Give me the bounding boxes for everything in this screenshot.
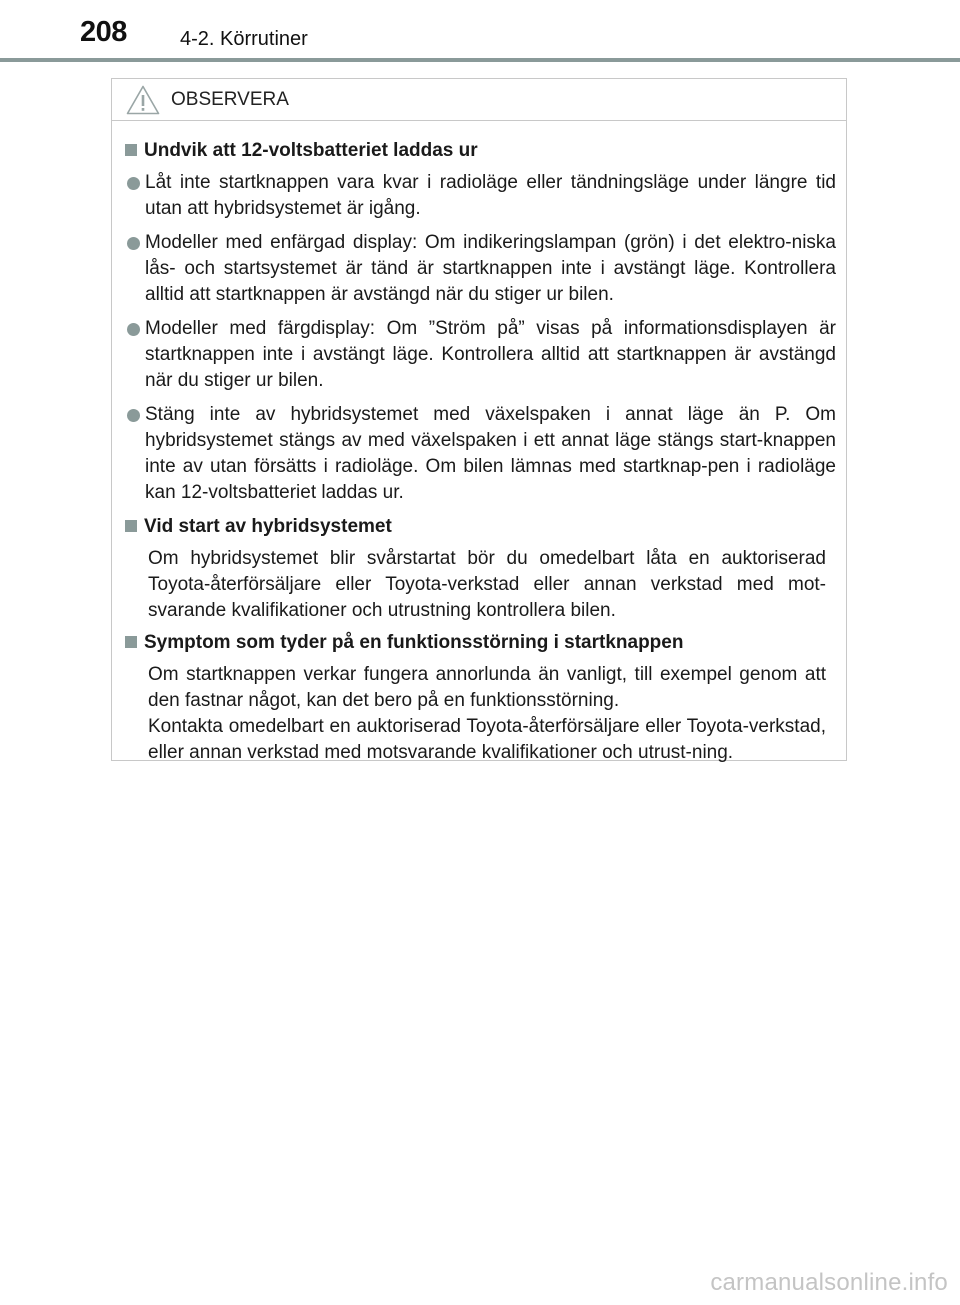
list-item-text: Modeller med enfärgad display: Om indikeringslampan (grön) i det elektro-niska lås- och startsystemet är tänd är startknappen inte i avstängt läge. Kontrollera alltid att startknappen är avstängd när du stiger ur bilen. [145, 232, 836, 305]
round-bullet-icon [127, 323, 140, 336]
list-item [125, 402, 838, 506]
round-bullet-icon [127, 409, 140, 422]
section-heading-text: Vid start av hybridsystemet [144, 516, 392, 537]
watermark: carmanualsonline.info [710, 1269, 948, 1296]
list-item [125, 170, 838, 222]
square-bullet-icon [125, 636, 137, 648]
square-bullet-icon [125, 520, 137, 532]
section-starting [125, 514, 838, 624]
paragraph: Om hybridsystemet blir svårstartat bör du omedelbart låta en auktoriserad Toyota-återförsäljare eller Toyota-verkstad eller annan verkstad med mot-svarande kvalifikationer och utrustning kontrollera bilen. [148, 548, 826, 621]
list-item [125, 316, 838, 394]
section-heading [125, 514, 838, 540]
notice-header [112, 79, 846, 121]
section-heading [125, 138, 838, 164]
list-item [125, 230, 838, 308]
round-bullet-icon [127, 237, 140, 250]
list-item-text: Modeller med färgdisplay: Om ”Ström på” visas på informationsdisplayen är startknappen inte i avstängt läge. Kontrollera alltid att startknappen är avstängd när du stiger ur bilen. [145, 318, 836, 391]
section-heading-text: Undvik att 12-voltsbatteriet laddas ur [144, 140, 478, 161]
notice-body [112, 121, 846, 766]
section-heading-text: Symptom som tyder på en funktionsstörning i startknappen [144, 632, 684, 653]
paragraph: Om startknappen verkar fungera annorlunda än vanligt, till exempel genom att den fastnar något, kan det bero på en funktionsstörning. [148, 664, 826, 711]
page-header [0, 0, 960, 62]
list-item-text: Låt inte startknappen vara kvar i radioläge eller tändningsläge under längre tid utan att hybridsystemet är igång. [145, 172, 836, 219]
section-heading [125, 630, 838, 656]
list-item-text: Stäng inte av hybridsystemet med växelspaken i annat läge än P. Om hybridsystemet stängs av med växelspaken i ett annat läge stängs start-knappen inte av utan försätts i radioläge. Om bilen lämnas med startknap-pen i radioläge kan 12-voltsbatteriet laddas ur. [145, 404, 836, 503]
section-battery [125, 138, 838, 506]
chapter-title: 4-2. Körrutiner [180, 28, 308, 50]
page-number: 208 [80, 16, 127, 48]
notice-box [111, 78, 847, 761]
notice-label: OBSERVERA [171, 89, 289, 110]
square-bullet-icon [125, 144, 137, 156]
section-malfunction [125, 630, 838, 766]
paragraph: Kontakta omedelbart en auktoriserad Toyota-återförsäljare eller Toyota-verkstad, eller annan verkstad med motsvarande kvalifikationer och utrust-ning. [148, 716, 826, 763]
warning-triangle-icon [126, 85, 160, 115]
header-rule [0, 58, 960, 62]
round-bullet-icon [127, 177, 140, 190]
